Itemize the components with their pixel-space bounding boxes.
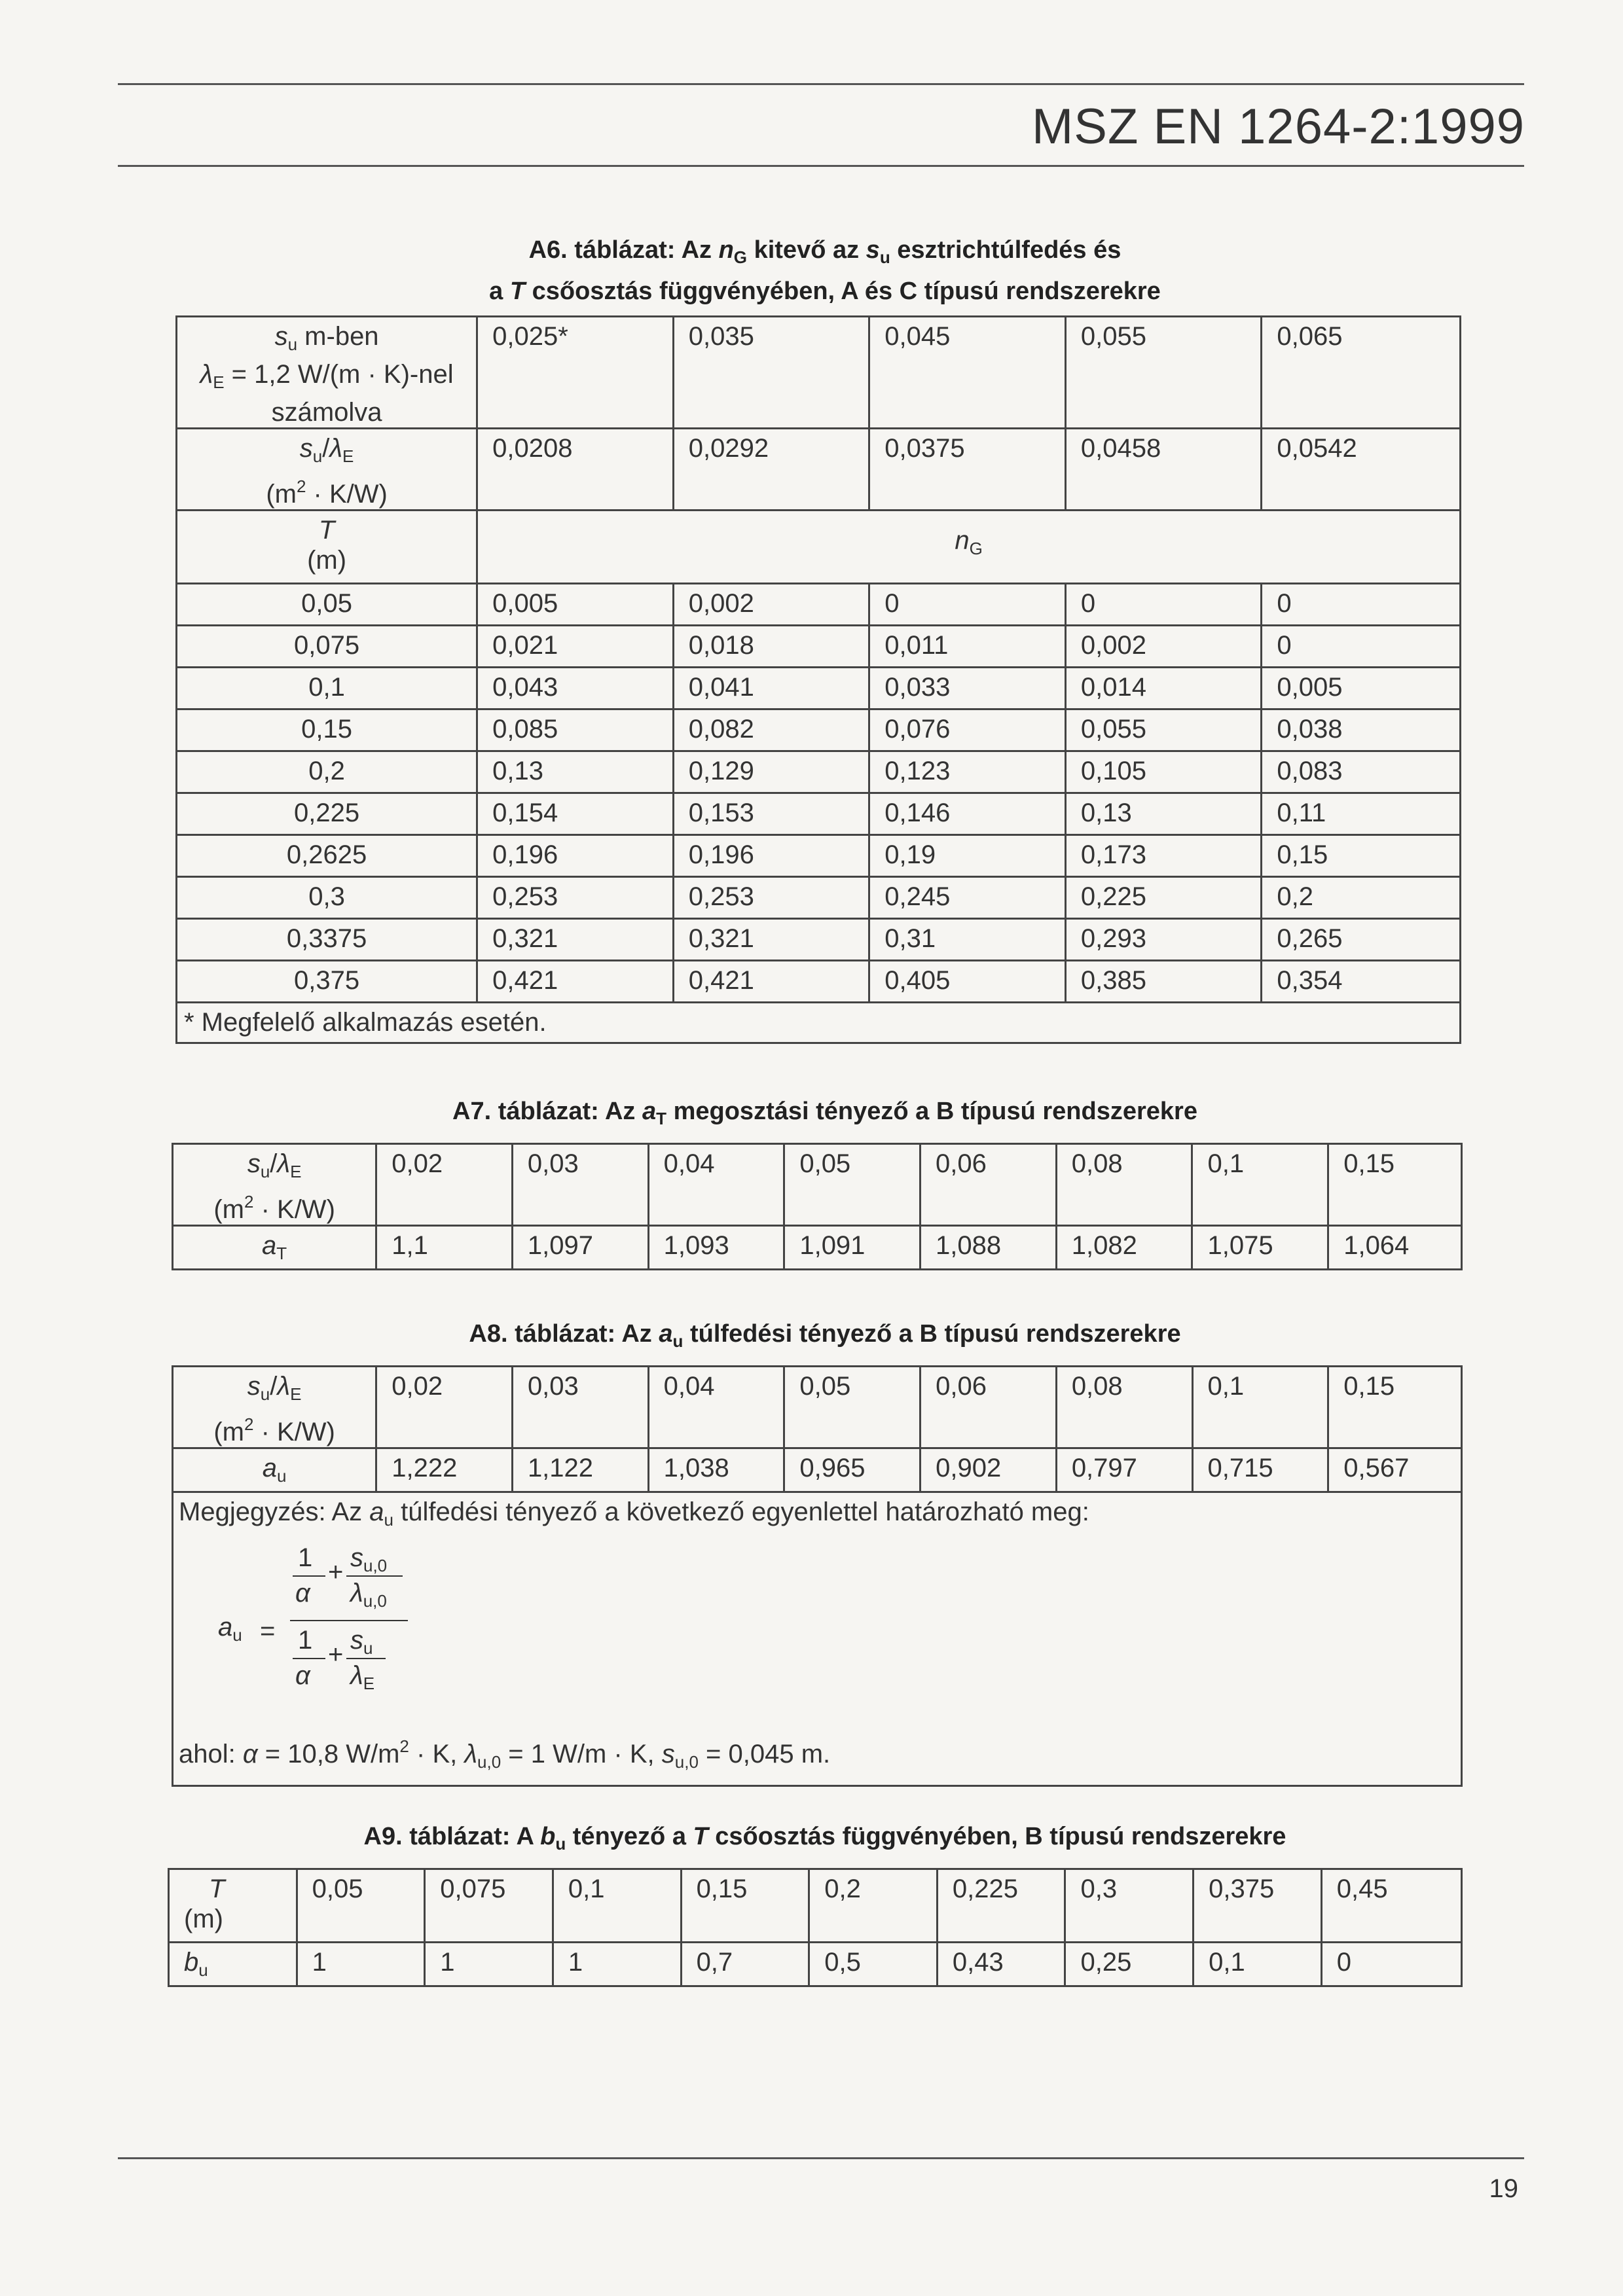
- a6-ng-cell: 0: [869, 584, 1066, 626]
- a6-ng-cell: 0,011: [869, 626, 1066, 668]
- top-rule: [118, 83, 1524, 85]
- a6-ng-cell: 0: [1065, 584, 1262, 626]
- a6-ng-cell: 0,13: [477, 751, 674, 793]
- a9-t-cell: 0,05: [297, 1869, 425, 1943]
- a6-t-cell: 0,2625: [177, 835, 477, 877]
- a6-ratio-cell: 0,0208: [477, 429, 674, 511]
- a6-t-cell: 0,3: [177, 877, 477, 919]
- a6-table-row: [177, 668, 1461, 709]
- a9-t-cell: 0,15: [681, 1869, 809, 1943]
- a7-caption: A7. táblázat: Az $a_T$ megosztási tényező a B típusú rendszerekre: [452, 1098, 1197, 1128]
- header-rule: [118, 165, 1524, 167]
- a8-ratio-cell: 0,15: [1328, 1367, 1462, 1448]
- a6-ng-cell: 0,293: [1065, 919, 1262, 961]
- a6-ng-cell: 0,033: [869, 668, 1066, 709]
- a9-t-label: T (m): [169, 1869, 297, 1943]
- a9-t-cell: 0,1: [553, 1869, 681, 1943]
- a9-bu-cell: 1: [425, 1943, 553, 1986]
- a6-ratio-cell: 0,0542: [1262, 429, 1461, 511]
- a6-ng-cell: 0,129: [673, 751, 869, 793]
- a6-table: [175, 315, 1461, 1044]
- a6-ng-cell: 0,196: [673, 835, 869, 877]
- a8-ratio-cell: 0,06: [921, 1367, 1057, 1448]
- a7-ratio-cell: 0,03: [512, 1144, 648, 1226]
- a7-at-cell: 1,075: [1192, 1226, 1328, 1270]
- a8-au-cell: 0,902: [921, 1448, 1057, 1492]
- a8-au-label: $a_u$: [173, 1448, 376, 1492]
- a6-su-cell: 0,065: [1262, 317, 1461, 429]
- a9-bu-cell: 0: [1321, 1943, 1461, 1986]
- a6-ng-cell: 0,253: [673, 877, 869, 919]
- a6-table-row: [177, 709, 1461, 751]
- a6-t-cell: 0,1: [177, 668, 477, 709]
- a6-su-cell: 0,035: [673, 317, 869, 429]
- a6-table-row: [177, 584, 1461, 626]
- a6-t-label: T (m): [177, 511, 477, 584]
- a6-ng-cell: 0,421: [673, 961, 869, 1003]
- a9-bu-cell: 1: [553, 1943, 681, 1986]
- a9-bu-label: $b_u$: [169, 1943, 297, 1986]
- a9-table: [168, 1868, 1463, 1987]
- a8-note-row: [173, 1492, 1462, 1786]
- page-number: 19: [1489, 2174, 1518, 2203]
- a8-ratio-label: $s_u/\lambda_E$ $(m^2 \cdot K/W)$: [173, 1367, 376, 1448]
- a7-at-cell: 1,093: [648, 1226, 784, 1270]
- a6-ng-cell: 0,014: [1065, 668, 1262, 709]
- a6-ng-cell: 0,005: [1262, 668, 1461, 709]
- a7-ratio-cell: 0,15: [1328, 1144, 1462, 1226]
- a6-ng-cell: 0,15: [1262, 835, 1461, 877]
- a9-t-row: [169, 1869, 1462, 1943]
- standard-id: MSZ EN 1264-2:1999: [1031, 99, 1525, 154]
- a8-ratio-cell: 0,02: [376, 1367, 513, 1448]
- a6-table-row: [177, 835, 1461, 877]
- a7-ratio-cell: 0,08: [1056, 1144, 1192, 1226]
- a8-au-cell: 1,222: [376, 1448, 513, 1492]
- a6-t-cell: 0,2: [177, 751, 477, 793]
- a7-ratio-cell: 0,1: [1192, 1144, 1328, 1226]
- a7-at-cell: 1,088: [921, 1226, 1057, 1270]
- a6-t-header-row: [177, 511, 1461, 584]
- a8-ratio-row: [173, 1367, 1462, 1448]
- a6-caption: A6. táblázat: Az $n_G$ kitevő az $s_u$ esztrichtúlfedés és a T csőosztás függvényében, A és C típusú rendszerekre: [489, 236, 1161, 305]
- a6-ng-cell: 0,018: [673, 626, 869, 668]
- a6-ng-cell: 0,002: [673, 584, 869, 626]
- a6-ng-cell: 0,083: [1262, 751, 1461, 793]
- a9-bu-cell: 0,25: [1065, 1943, 1194, 1986]
- a8-caption: A8. táblázat: Az $a_u$ túlfedési tényező a B típusú rendszerekre: [469, 1320, 1181, 1351]
- a8-au-row: [173, 1448, 1462, 1492]
- a9-bu-cell: 0,43: [937, 1943, 1065, 1986]
- a8-ratio-cell: 0,03: [512, 1367, 648, 1448]
- a6-t-cell: 0,05: [177, 584, 477, 626]
- a8-au-cell: 0,797: [1056, 1448, 1192, 1492]
- a8-au-cell: 1,038: [648, 1448, 784, 1492]
- a7-at-row: [173, 1226, 1462, 1270]
- a6-t-cell: 0,375: [177, 961, 477, 1003]
- a6-ng-cell: 0,354: [1262, 961, 1461, 1003]
- a6-ng-cell: 0,11: [1262, 793, 1461, 835]
- a6-ng-cell: 0,082: [673, 709, 869, 751]
- a6-ng-cell: 0,021: [477, 626, 674, 668]
- a6-ng-cell: 0,225: [1065, 877, 1262, 919]
- a9-bu-row: [169, 1943, 1462, 1986]
- a9-t-cell: 0,3: [1065, 1869, 1194, 1943]
- a6-t-cell: 0,225: [177, 793, 477, 835]
- a6-su-row: [177, 317, 1461, 429]
- a6-ng-cell: 0,043: [477, 668, 674, 709]
- a6-ratio-label: $s_u/\lambda_E$ $(m^2 \cdot K/W)$: [177, 429, 477, 511]
- a9-t-cell: 0,225: [937, 1869, 1065, 1943]
- a9-caption: A9. táblázat: A $b_u$ tényező a T csőosztás függvényében, B típusú rendszerekre: [363, 1823, 1286, 1854]
- a6-ng-cell: 0,321: [477, 919, 674, 961]
- a7-ratio-cell: 0,06: [921, 1144, 1057, 1226]
- a8-ratio-cell: 0,05: [784, 1367, 921, 1448]
- a7-at-cell: 1,1: [376, 1226, 513, 1270]
- a8-table: [172, 1365, 1463, 1787]
- a7-ratio-cell: 0,02: [376, 1144, 513, 1226]
- a7-at-cell: 1,064: [1328, 1226, 1462, 1270]
- a6-ng-cell: 0,005: [477, 584, 674, 626]
- a7-ratio-cell: 0,04: [648, 1144, 784, 1226]
- a6-ng-cell: 0,321: [673, 919, 869, 961]
- a6-ng-cell: 0: [1262, 626, 1461, 668]
- a9-t-cell: 0,375: [1194, 1869, 1322, 1943]
- a7-at-label: $a_T$: [173, 1226, 376, 1270]
- footer-rule: [118, 2157, 1524, 2159]
- a6-table-row: [177, 877, 1461, 919]
- a8-ratio-cell: 0,08: [1056, 1367, 1192, 1448]
- a6-ng-cell: 0,146: [869, 793, 1066, 835]
- a6-table-row: [177, 751, 1461, 793]
- a6-ratio-row: [177, 429, 1461, 511]
- a6-ng-cell: 0,31: [869, 919, 1066, 961]
- a6-ng-cell: 0,385: [1065, 961, 1262, 1003]
- a8-ratio-cell: 0,04: [648, 1367, 784, 1448]
- a6-table-row: [177, 961, 1461, 1003]
- a6-ng-cell: 0,245: [869, 877, 1066, 919]
- a7-at-cell: 1,091: [784, 1226, 921, 1270]
- a9-t-cell: 0,45: [1321, 1869, 1461, 1943]
- a6-table-row: [177, 793, 1461, 835]
- a6-t-cell: 0,3375: [177, 919, 477, 961]
- a6-ng-cell: 0,123: [869, 751, 1066, 793]
- a6-ng-cell: 0,19: [869, 835, 1066, 877]
- a6-t-cell: 0,15: [177, 709, 477, 751]
- a8-note-text: Megjegyzés: Az $a_u$ túlfedési tényező a következő egyenlettel határozható meg:: [179, 1498, 1089, 1530]
- a6-t-cell: 0,075: [177, 626, 477, 668]
- a9-t-cell: 0,2: [809, 1869, 938, 1943]
- a6-ng-cell: 0,076: [869, 709, 1066, 751]
- a8-note: [173, 1492, 1462, 1786]
- a6-ratio-cell: 0,0292: [673, 429, 869, 511]
- a7-ratio-row: [173, 1144, 1462, 1226]
- a7-table: [172, 1143, 1463, 1270]
- a6-footnote: * Megfelelő alkalmazás esetén.: [177, 1003, 1461, 1043]
- a9-bu-cell: 1: [297, 1943, 425, 1986]
- a6-ng-cell: 0,085: [477, 709, 674, 751]
- a6-ng-cell: 0,405: [869, 961, 1066, 1003]
- a8-ratio-cell: 0,1: [1192, 1367, 1328, 1448]
- a6-ng-cell: 0,265: [1262, 919, 1461, 961]
- a6-ng-cell: 0,055: [1065, 709, 1262, 751]
- a9-bu-cell: 0,1: [1194, 1943, 1322, 1986]
- a6-ng-cell: 0,153: [673, 793, 869, 835]
- a6-ng-cell: 0,173: [1065, 835, 1262, 877]
- a6-su-cell: 0,055: [1065, 317, 1262, 429]
- a8-ahol: ahol: α = 10,8 $W/m^2 \cdot K$, $\lambda_{u,0} = 1$ W/m · K, $s_{u,0} = 0,045$ m.: [179, 1736, 831, 1772]
- a6-ng-cell: 0,253: [477, 877, 674, 919]
- au-formula: $a_u$ = 1 α + $s_{u,0}$ $\lambda_{u,0}$ 1 α + $s_u$ $\lambda_E$: [179, 1535, 1454, 1731]
- a6-su-cell: 0,045: [869, 317, 1066, 429]
- a7-at-cell: 1,082: [1056, 1226, 1192, 1270]
- a6-ng-label: $n_G$: [477, 511, 1461, 584]
- a8-au-cell: 0,715: [1192, 1448, 1328, 1492]
- a7-at-cell: 1,097: [512, 1226, 648, 1270]
- a6-footnote-row: [177, 1003, 1461, 1043]
- a6-table-row: [177, 626, 1461, 668]
- a6-ratio-cell: 0,0375: [869, 429, 1066, 511]
- a6-su-cell: 0,025*: [477, 317, 674, 429]
- a6-ng-cell: 0,421: [477, 961, 674, 1003]
- a6-ng-cell: 0,002: [1065, 626, 1262, 668]
- a6-ng-cell: 0,2: [1262, 877, 1461, 919]
- a6-ng-cell: 0,13: [1065, 793, 1262, 835]
- a8-au-cell: 0,965: [784, 1448, 921, 1492]
- a6-ng-cell: 0,041: [673, 668, 869, 709]
- a6-table-row: [177, 919, 1461, 961]
- a6-ng-cell: 0,196: [477, 835, 674, 877]
- a6-ng-cell: 0,154: [477, 793, 674, 835]
- a7-ratio-cell: 0,05: [784, 1144, 921, 1226]
- a6-ng-cell: 0,105: [1065, 751, 1262, 793]
- a9-bu-cell: 0,7: [681, 1943, 809, 1986]
- a9-bu-cell: 0,5: [809, 1943, 938, 1986]
- a8-au-cell: 0,567: [1328, 1448, 1462, 1492]
- a6-ng-cell: 0: [1262, 584, 1461, 626]
- a6-ng-cell: 0,038: [1262, 709, 1461, 751]
- a7-ratio-label: $s_u/\lambda_E$ $(m^2 \cdot K/W)$: [173, 1144, 376, 1226]
- a8-au-cell: 1,122: [512, 1448, 648, 1492]
- a9-t-cell: 0,075: [425, 1869, 553, 1943]
- a6-ratio-cell: 0,0458: [1065, 429, 1262, 511]
- a6-su-label: $s_u$ m-ben $\lambda_E = 1,2$ W/(m · K)-nel számolva: [177, 317, 477, 429]
